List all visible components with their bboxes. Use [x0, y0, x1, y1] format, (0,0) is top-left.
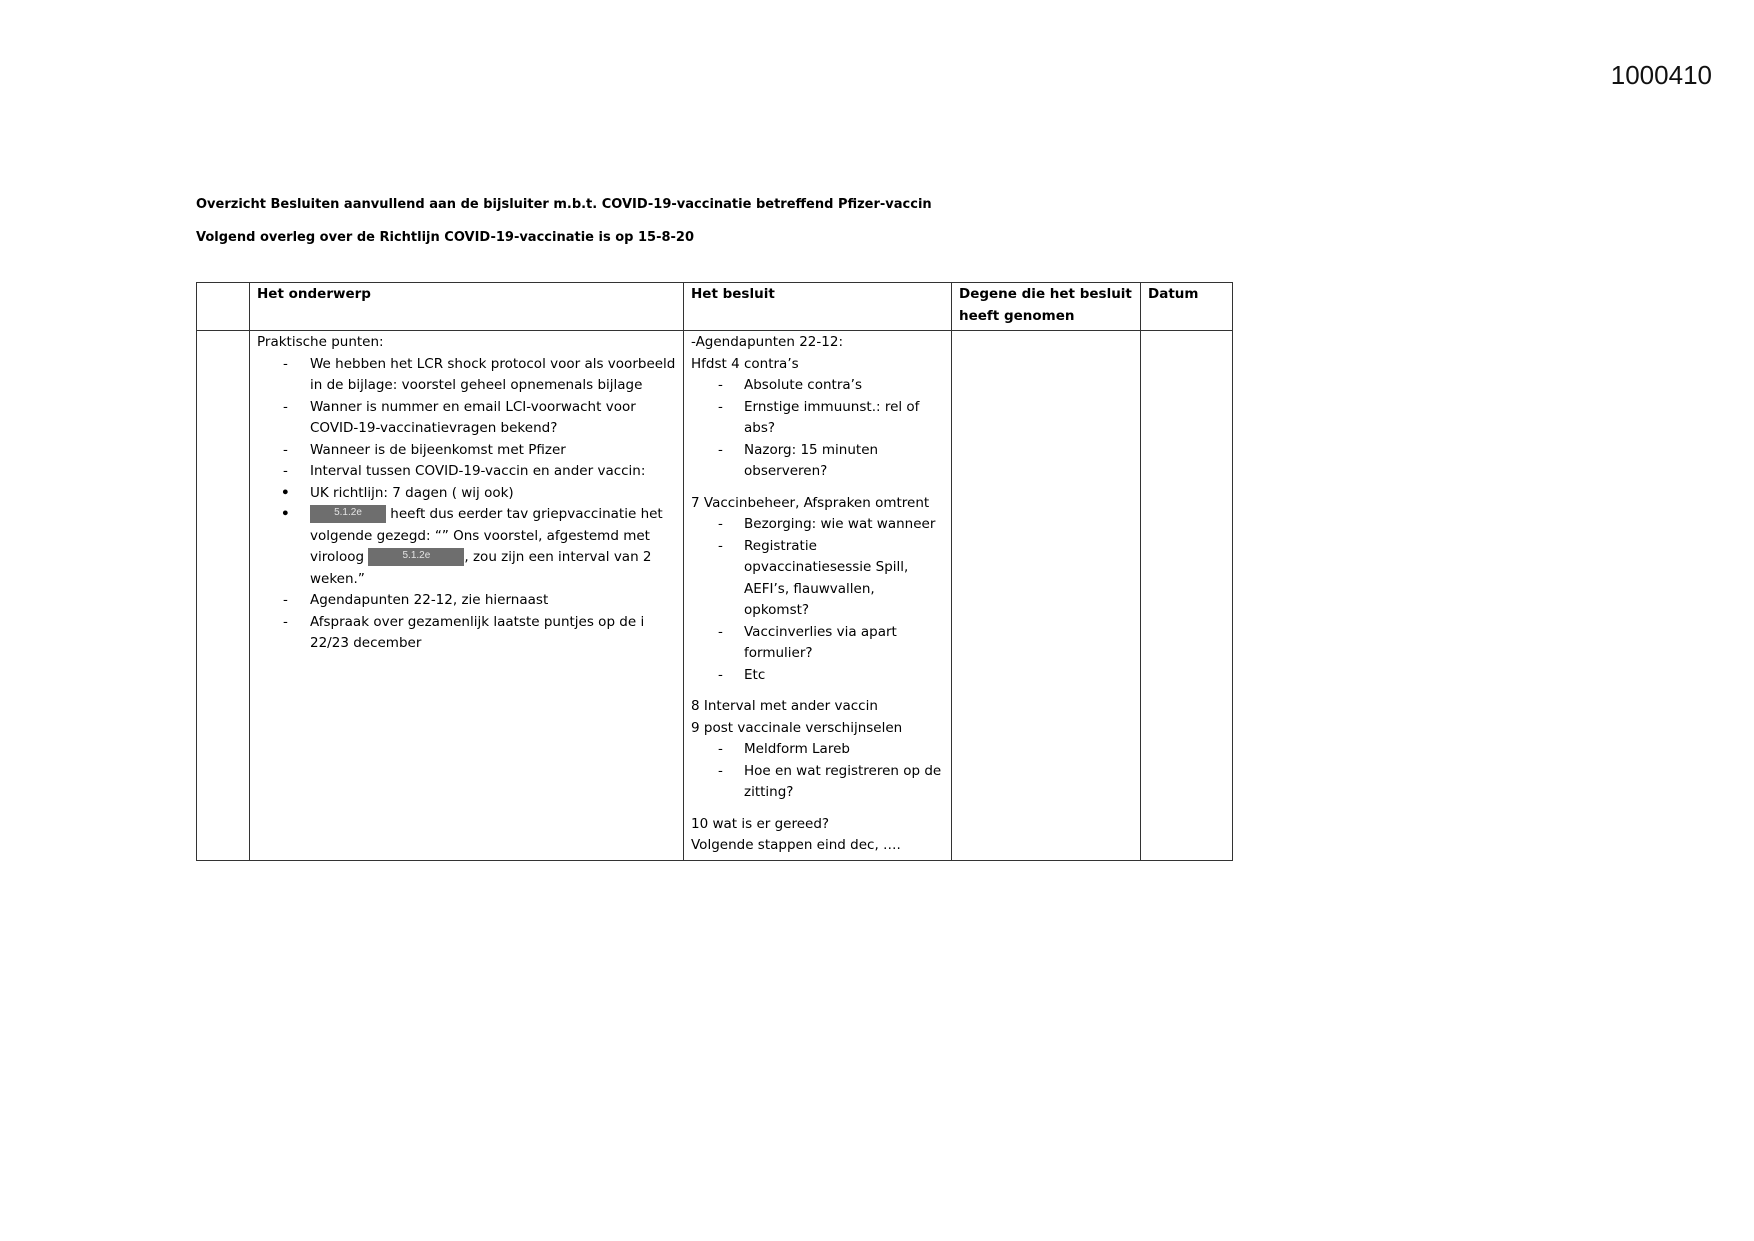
besluit-block-contras [691, 332, 944, 483]
list-item [257, 504, 676, 590]
redaction-box: 5.1.2e [368, 548, 464, 566]
document-number: 1000410 [1610, 60, 1712, 90]
list-item: - Meldform Lareb [691, 739, 944, 761]
besluit-subtitle: 9 post vaccinale verschijnselen [691, 719, 903, 736]
list-item-text: heeft dus eerder tav griepvaccinatie het volgende gezegd: “” Ons voorstel, afgestemd met viroloog [310, 506, 663, 565]
onderwerp-list [257, 354, 676, 655]
list-item: - Bezorging: wie wat wanneer [691, 514, 944, 536]
besluit-title: 8 Interval met ander vaccin [691, 698, 878, 714]
header-onderwerp: Het onderwerp [250, 283, 684, 331]
besluit-block-vaccinbeheer [691, 493, 944, 687]
next-meeting-note: Volgend overleg over de Richtlijn COVID-19-vaccinatie is op 15-8-20 [196, 230, 694, 245]
list-item: - Absolute contra’s [691, 375, 944, 397]
list-item: - We hebben het LCR shock protocol voor als voorbeeld in de bijlage: voorstel geheel opnemenals bijlage [257, 354, 676, 397]
besluit-block-gereed [691, 814, 944, 857]
list-item: - Ernstige immuunst.: rel of abs? [691, 397, 944, 440]
table-row [197, 331, 1233, 861]
besluit-subtitle: Volgende stappen eind dec, …. [691, 837, 901, 853]
header-degene: Degene die het besluit heeft genomen [952, 283, 1141, 331]
redaction-box: 5.1.2e [310, 505, 386, 523]
list-item: - Hoe en wat registreren op de zitting? [691, 761, 944, 804]
list-item: - Interval tussen COVID-19-vaccin en ander vaccin: [257, 461, 676, 483]
list-item: - Vaccinverlies via apart formulier? [691, 622, 944, 665]
besluit-title: 10 wat is er gereed? [691, 815, 830, 832]
table-header-row [197, 283, 1233, 331]
besluit-list [691, 739, 944, 804]
besluit-subtitle: Hfdst 4 contra’s [691, 355, 799, 372]
besluit-list [691, 514, 944, 686]
besluit-title: 7 Vaccinbeheer, Afspraken omtrent [691, 494, 930, 511]
list-item-text: , zou zijn een interval van 2 weken.” [310, 549, 652, 587]
decisions-table [196, 282, 1233, 861]
cell-number [197, 331, 250, 861]
header-besluit: Het besluit [684, 283, 952, 331]
cell-onderwerp [250, 331, 684, 861]
header-number [197, 283, 250, 331]
list-item: - Agendapunten 22-12, zie hiernaast [257, 590, 676, 612]
list-item: - Afspraak over gezamenlijk laatste puntjes op de i 22/23 december [257, 612, 676, 655]
list-item: - Nazorg: 15 minuten observeren? [691, 440, 944, 483]
besluit-list [691, 375, 944, 483]
onderwerp-intro: Praktische punten: [257, 334, 384, 350]
list-item: - Registratie opvaccinatiesessie Spill, AEFI’s, flauwvallen, opkomst? [691, 536, 944, 622]
cell-degene [952, 331, 1141, 861]
document-title: Overzicht Besluiten aanvullend aan de bijsluiter m.b.t. COVID-19-vaccinatie betreffend Pfizer-vaccin [196, 197, 932, 212]
cell-datum [1141, 331, 1233, 861]
header-datum: Datum [1141, 283, 1233, 331]
list-item: • UK richtlijn: 7 dagen ( wij ook) [257, 483, 676, 505]
cell-besluit [684, 331, 952, 861]
list-item: - Wanneer is de bijeenkomst met Pfizer [257, 440, 676, 462]
list-item: - Etc [691, 665, 944, 687]
list-item: - Wanner is nummer en email LCI-voorwacht voor COVID-19-vaccinatievragen bekend? [257, 397, 676, 440]
besluit-block-interval [691, 696, 944, 804]
besluit-title: -Agendapunten 22-12: [691, 334, 843, 350]
